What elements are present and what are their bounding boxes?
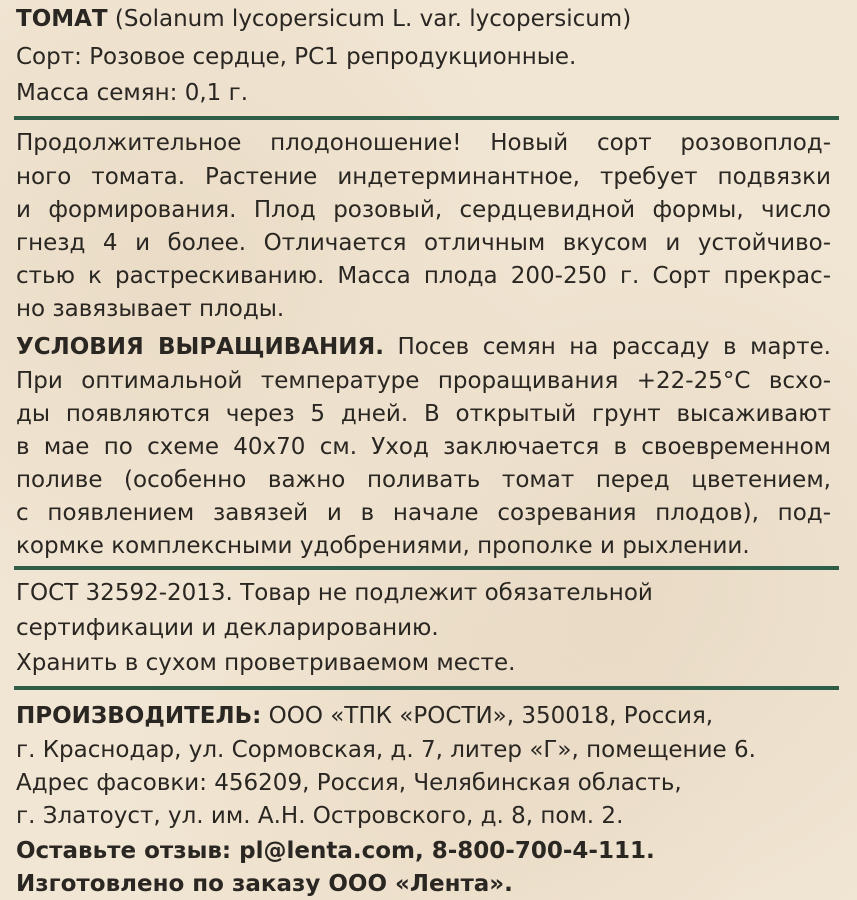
growing-line: в мае по схеме 40х70 см. Уход заключается в своевременном [16,434,831,460]
product-title-latin: (Solanum lycopersicum L. var. lycopersicum) [107,6,632,32]
packing-address-line: Адрес фасовки: 456209, Россия, Челябинская область, [16,770,682,796]
growing-line: с появлением завязей и в начале созревания плодов), под- [16,500,831,526]
manufacturer-first-line: ООО «ТПК «РОСТИ», 350018, Россия, [261,703,714,729]
growing-line: При оптимальной температуре проращивания +22-25°С всхо- [16,368,831,394]
growing-heading: УСЛОВИЯ ВЫРАЩИВАНИЯ. [16,334,384,360]
growing-line: ды появляются через 5 дней. В открытый грунт высаживают [16,401,831,427]
description-line: но завязывает плоды. [16,296,285,322]
storage-line: Хранить в сухом проветриваемом месте. [16,650,516,676]
manufacturer-heading-line [16,701,713,731]
product-title [16,4,631,34]
description-line: и формирования. Плод розовый, сердцевидной формы, число [16,197,831,223]
description-line: гнезд 4 и более. Отличается отличным вкусом и устойчиво- [16,230,831,256]
growing-line: кормке комплексными удобрениями, прополке и рыхлении. [16,533,750,559]
section-divider [14,566,839,570]
packing-address-line: г. Златоуст, ул. им. А.Н. Островского, д. 8, пом. 2. [16,803,624,829]
certification-line: сертификации и декларированию. [16,615,439,641]
certification-line: ГОСТ 32592-2013. Товар не подлежит обязательной [16,580,653,606]
made-for-line: Изготовлено по заказу ООО «Лента». [16,871,513,897]
description-line: Продолжительное плодоношение! Новый сорт розовоплод- [16,130,831,156]
growing-line: поливе (особенно важно поливать томат перед цветением, [16,467,831,493]
manufacturer-heading: ПРОИЗВОДИТЕЛЬ: [16,703,262,729]
product-title-name: ТОМАТ [16,6,108,32]
description-line: стью к растрескиванию. Масса плода 200-250 г. Сорт прекрас- [16,263,831,289]
growing-heading-line [16,332,831,362]
description-line: ного томата. Растение индетерминантное, требует подвязки [16,164,831,190]
section-divider [14,116,839,120]
section-divider [14,686,839,690]
growing-first-line: Посев семян на рассаду в марте. [384,334,831,360]
feedback-line: Оставьте отзыв: pl@lenta.com, 8-800-700-4-111. [16,838,655,864]
seed-mass-line: Масса семян: 0,1 г. [16,80,248,106]
manufacturer-address-line: г. Краснодар, ул. Сормовская, д. 7, литер «Г», помещение 6. [16,737,756,763]
variety-line: Сорт: Розовое сердце, РС1 репродукционные. [16,44,577,70]
